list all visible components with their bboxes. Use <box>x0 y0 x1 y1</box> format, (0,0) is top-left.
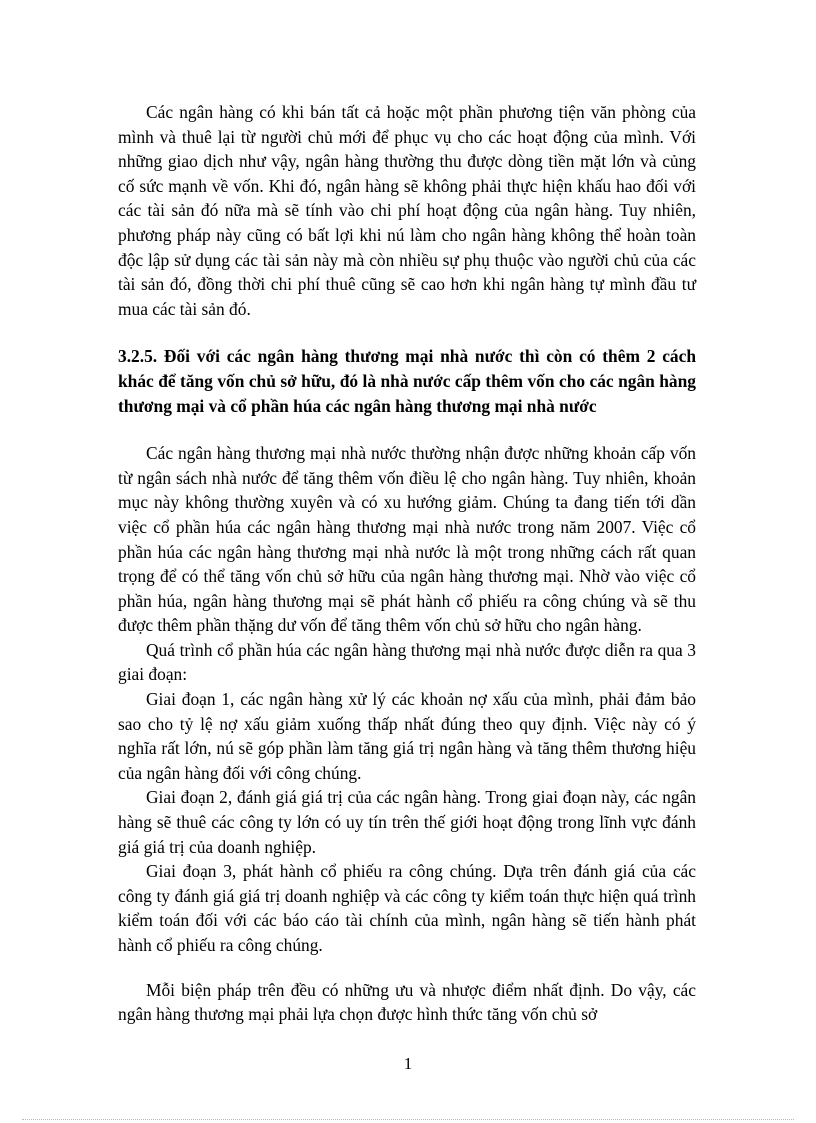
paragraph-stage-1: Giai đoạn 1, các ngân hàng xử lý các khoản nợ xấu của mình, phải đảm bảo sao cho tỷ lệ nợ xấu giảm xuống thấp nhất đúng theo quy định. Việc này có ý nghĩa rất lớn, nú sẽ góp phần làm tăng giá trị ngân hàng và tăng thêm thương hiệu của ngân hàng đối với công chúng. <box>118 689 696 783</box>
paragraph-equitization-stages: Quá trình cổ phần húa các ngân hàng thương mại nhà nước được diễn ra qua 3 giai đoạn: <box>118 639 696 685</box>
page-content <box>118 100 696 1027</box>
paragraph-conclusion: Mỗi biện pháp trên đều có những ưu và nhược điểm nhất định. Do vậy, các ngân hàng thương mại phải lựa chọn được hình thức tăng vốn chủ sở <box>118 979 696 1025</box>
paragraph-state-capital: Các ngân hàng thương mại nhà nước thường nhận được những khoản cấp vốn từ ngân sách nhà nước để tăng thêm vốn điều lệ cho ngân hàng. Tuy nhiên, khoản mục này không thường xuyên và có xu hướng giảm. Chúng ta đang tiến tới dần việc cổ phần húa các ngân hàng thương mại nhà nước trong năm 2007. Việc cổ phần húa các ngân hàng thương mại nhà nước là một trong những cách rất quan trọng để có thể tăng vốn chủ sở hữu của ngân hàng thương mại. Nhờ vào việc cổ phần húa, ngân hàng thương mại sẽ phát hành cổ phiếu ra công chúng và sẽ thu được thêm phần thặng dư vốn để tăng thêm vốn chủ sở hữu cho ngân hàng. <box>118 443 696 636</box>
paragraph-sale-leaseback: Các ngân hàng có khi bán tất cả hoặc một phần phương tiện văn phòng của mình và thuê lại từ người chủ mới để phục vụ cho các hoạt động của mình. Với những giao dịch như vậy, ngân hàng thường thu được dòng tiền mặt lớn và củng cố sức mạnh về vốn. Khi đó, ngân hàng sẽ không phải thực hiện khấu hao đối với các tài sản đó nữa mà sẽ tính vào chi phí hoạt động của ngân hàng. Tuy nhiên, phương pháp này cũng có bất lợi khi nú làm cho ngân hàng không thể hoàn toàn độc lập sử dụng các tài sản này mà còn nhiều sự phụ thuộc vào người chủ của các tài sản đó, đồng thời chi phí thuê cũng sẽ cao hơn khi ngân hàng tự mình đầu tư mua các tài sản đó. <box>118 102 696 319</box>
section-heading-3-2-5: 3.2.5. Đối với các ngân hàng thương mại nhà nước thì còn có thêm 2 cách khác để tăng vốn chủ sở hữu, đó là nhà nước cấp thêm vốn cho các ngân hàng thương mại và cổ phần húa các ngân hàng thương mại nhà nước <box>118 346 696 416</box>
paragraph-stage-2: Giai đoạn 2, đánh giá giá trị của các ngân hàng. Trong giai đoạn này, các ngân hàng sẽ thuê các công ty lớn có uy tín trên thế giới hoạt động trong lĩnh vực đánh giá giá trị của doanh nghiệp. <box>118 787 696 857</box>
page-bottom-edge <box>22 1119 794 1120</box>
page-number: 1 <box>403 1054 413 1073</box>
paragraph-stage-3: Giai đoạn 3, phát hành cổ phiếu ra công chúng. Dựa trên đánh giá của các công ty đánh giá giá trị doanh nghiệp và các công ty kiểm toán thực hiện quá trình kiểm toán đối với các báo cáo tài chính của mình, ngân hàng sẽ tiến hành phát hành cổ phiếu ra công chúng. <box>118 861 696 955</box>
